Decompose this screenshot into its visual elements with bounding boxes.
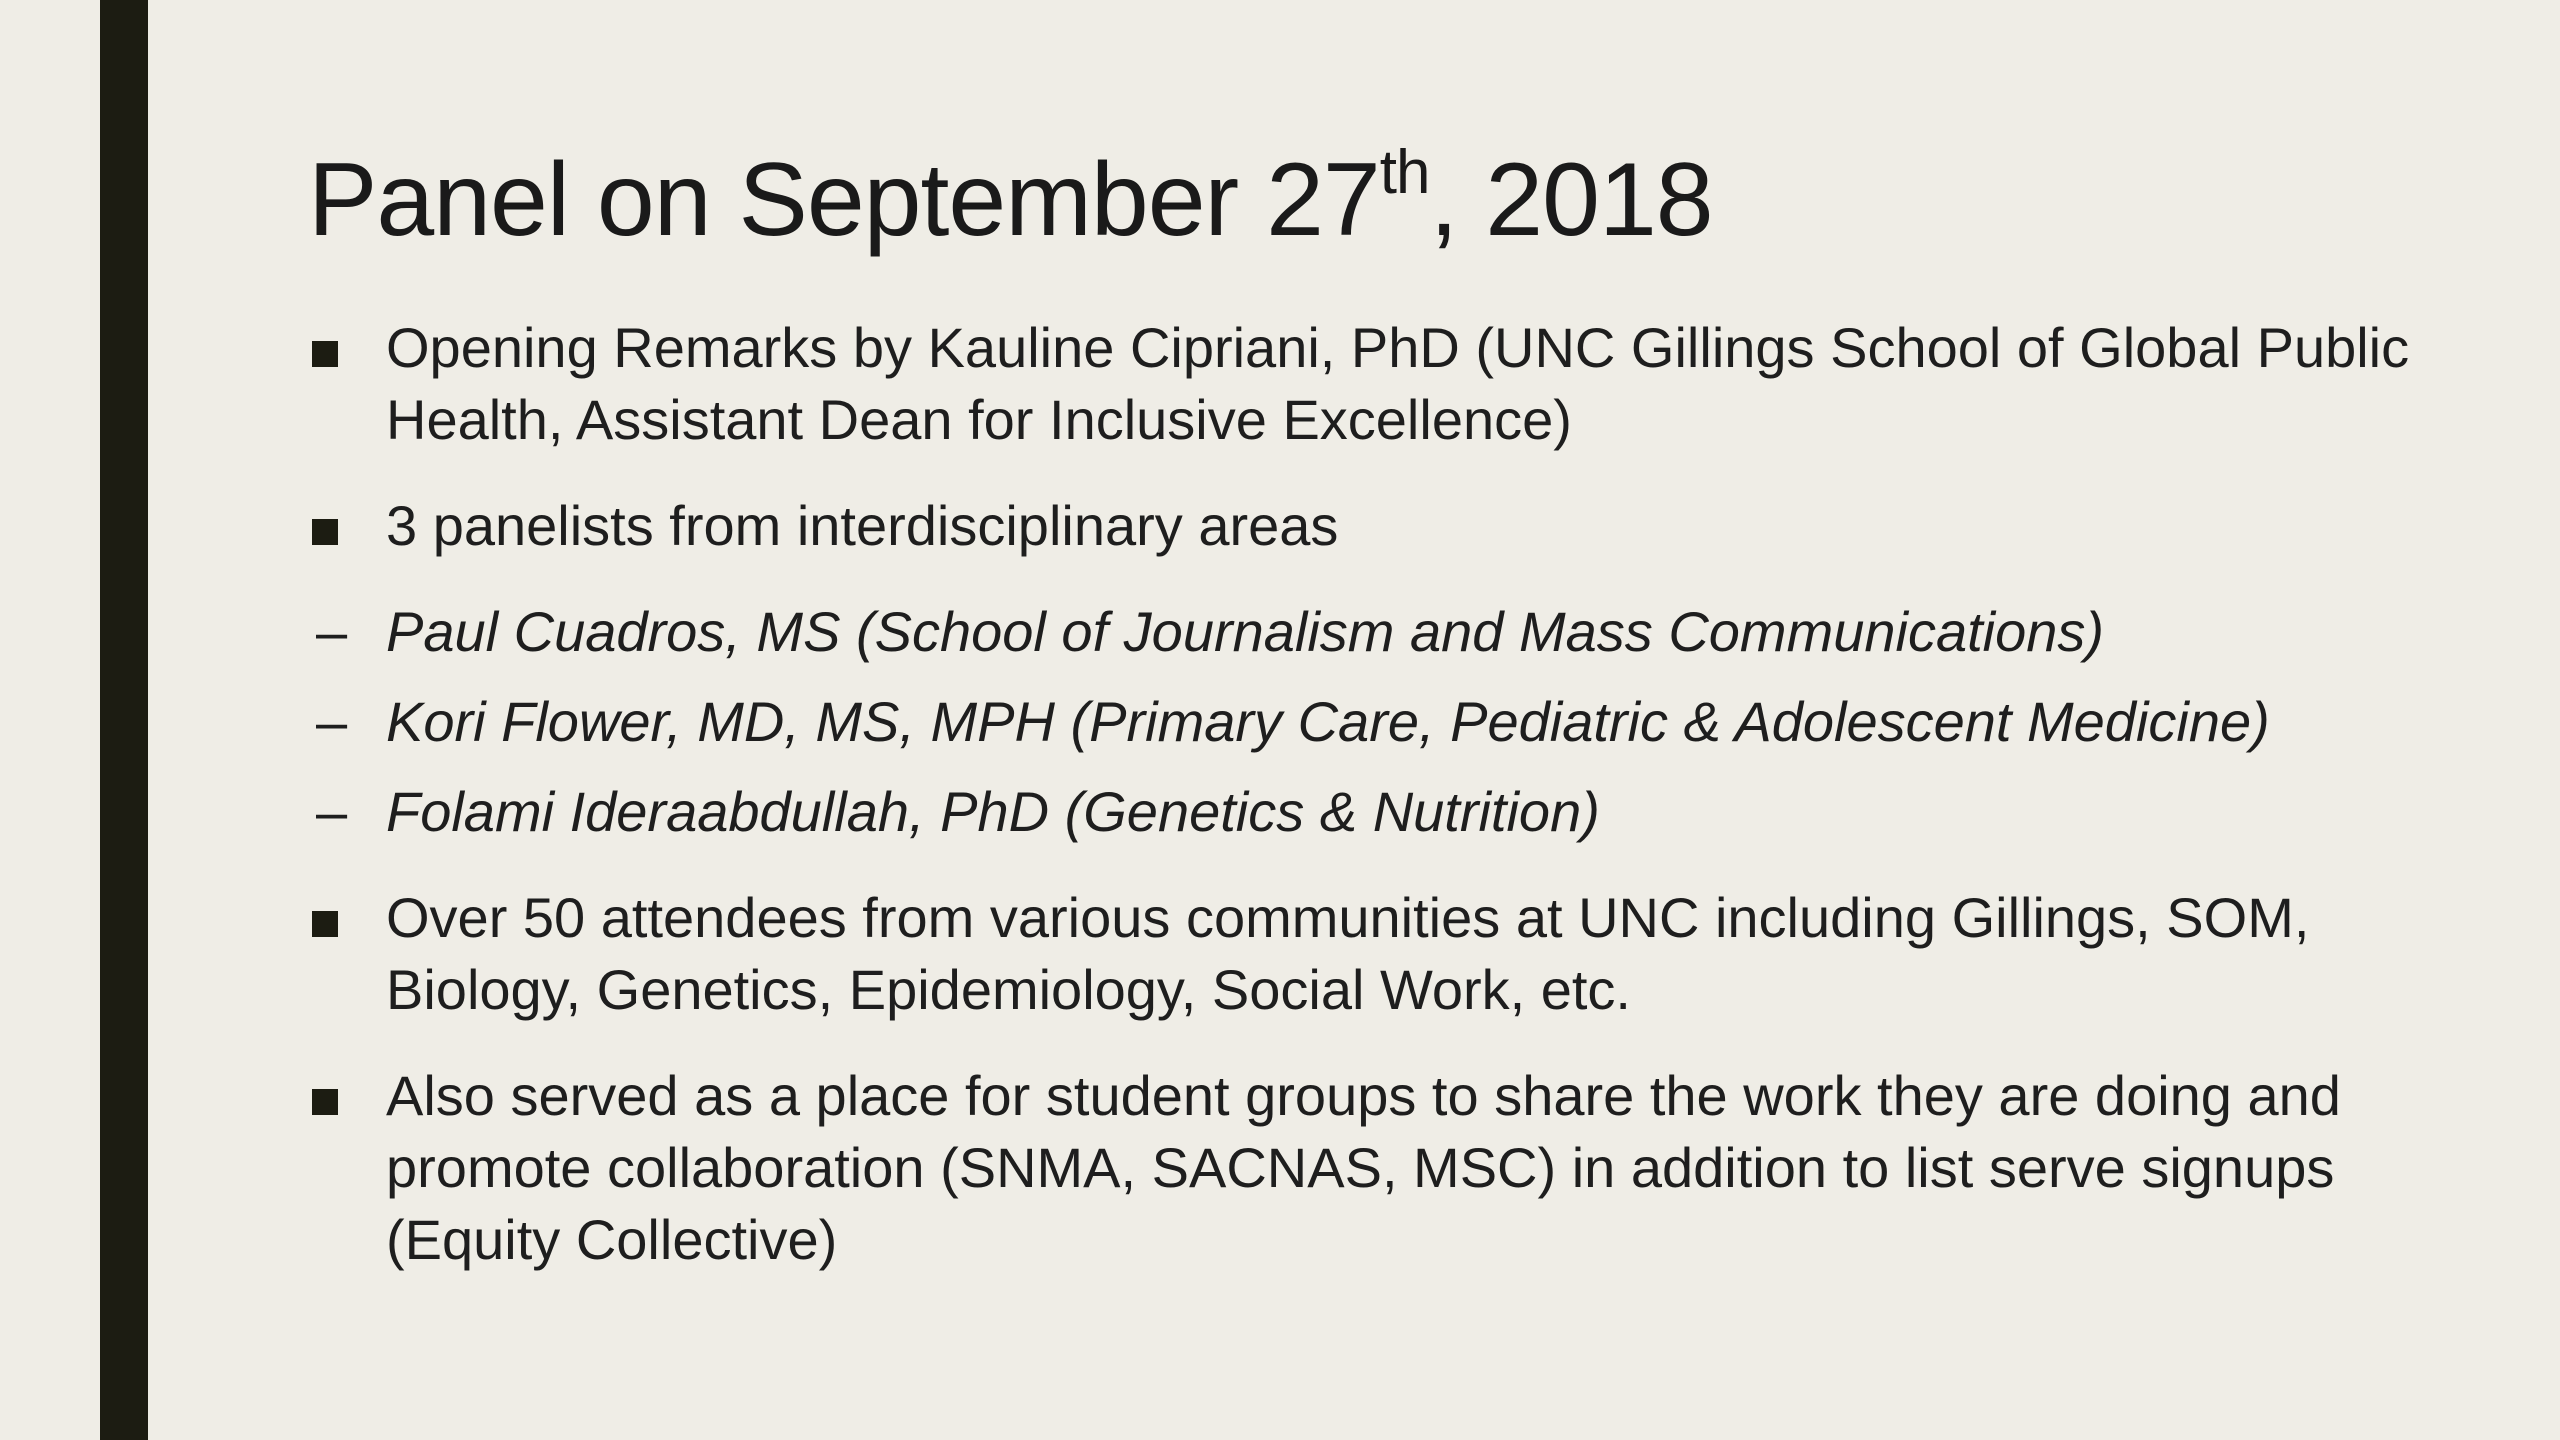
- sub-bullet-text: Kori Flower, MD, MS, MPH (Primary Care, Pediatric & Adolescent Medicine): [386, 690, 2270, 753]
- dash-icon: –: [316, 780, 348, 843]
- sub-bullet-text: Folami Ideraabdullah, PhD (Genetics & Nutrition): [386, 780, 1600, 843]
- dash-icon: –: [316, 600, 348, 663]
- sub-bullet-text: Paul Cuadros, MS (School of Journalism and Mass Communications): [386, 600, 2105, 663]
- bullet-item: [308, 312, 2428, 456]
- slide-title-main: Panel on September 27: [308, 142, 1380, 258]
- bullet-text: Also served as a place for student groups to share the work they are doing and promote collaboration (SNMA, SACNAS, MSC) in addition to list serve signups (Equity Collective): [386, 1064, 2341, 1271]
- slide-title: [308, 138, 1713, 263]
- square-bullet-icon: [312, 911, 338, 937]
- sub-bullet-item: [308, 596, 2428, 668]
- sub-bullet-marker: [308, 776, 386, 848]
- slide-title-tail: , 2018: [1429, 142, 1713, 258]
- slide-title-superscript: th: [1379, 138, 1430, 207]
- dash-icon: –: [316, 690, 348, 753]
- sub-bullet-item: [308, 686, 2428, 758]
- bullet-text: Opening Remarks by Kauline Cipriani, PhD (UNC Gillings School of Global Public Health, Assistant Dean for Inclusive Excellence): [386, 316, 2410, 451]
- bullet-text: Over 50 attendees from various communities at UNC including Gillings, SOM, Biology, Genetics, Epidemiology, Social Work, etc.: [386, 886, 2310, 1021]
- sub-bullet-item: [308, 776, 2428, 848]
- bullet-marker: [308, 1060, 386, 1132]
- bullet-item: [308, 490, 2428, 562]
- bullet-item: [308, 882, 2428, 1026]
- bullet-item: [308, 1060, 2428, 1276]
- square-bullet-icon: [312, 519, 338, 545]
- accent-bar: [100, 0, 148, 1440]
- bullet-list: [308, 312, 2428, 1276]
- sub-bullet-marker: [308, 596, 386, 668]
- square-bullet-icon: [312, 341, 338, 367]
- sub-bullet-marker: [308, 686, 386, 758]
- bullet-text: 3 panelists from interdisciplinary areas: [386, 494, 1339, 557]
- bullet-marker: [308, 882, 386, 954]
- square-bullet-icon: [312, 1089, 338, 1115]
- bullet-marker: [308, 490, 386, 562]
- bullet-marker: [308, 312, 386, 384]
